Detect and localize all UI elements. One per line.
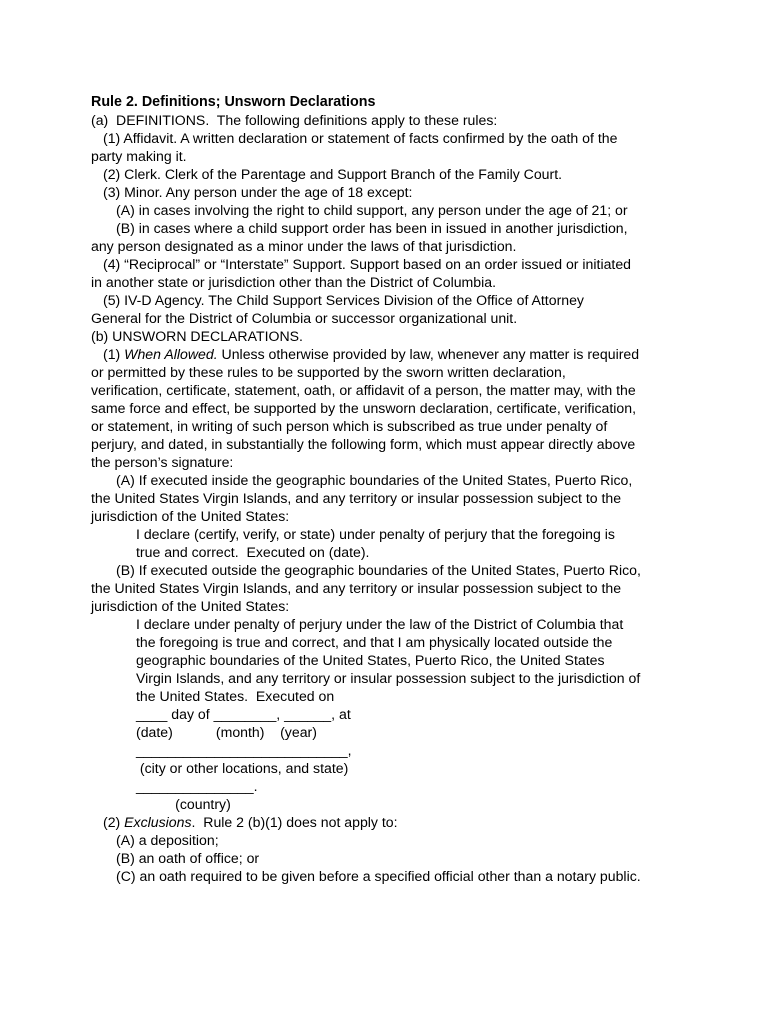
inside-us-line: the United States Virgin Islands, and any territory or insular possession subject to the [91, 490, 622, 506]
exclusions-text: . Rule 2 (b)(1) does not apply to: [191, 814, 398, 830]
inside-us-declaration: true and correct. Executed on (date). [136, 544, 370, 560]
document-page [91, 93, 701, 885]
definition-reciprocal: (4) “Reciprocal” or “Interstate” Support. Support based on an order issued or initiated [103, 256, 631, 272]
when-allowed-line: same force and effect, be supported by the unsworn declaration, certificate, verification, [91, 400, 636, 416]
unsworn-declarations-heading: (b) UNSWORN DECLARATIONS. [91, 328, 303, 344]
outside-us-declaration: the United States. Executed on [136, 688, 335, 704]
location-caption-line: (city or other locations, and state) [136, 760, 349, 776]
minor-exception-b: (B) in cases where a child support order has been in issued in another jurisdiction, [116, 220, 628, 236]
outside-us-declaration: geographic boundaries of the United States, Puerto Rico, the United States [136, 652, 605, 668]
date-caption-line: (date) (month) (year) [136, 724, 317, 740]
definition-reciprocal-cont: in another state or jurisdiction other than the District of Columbia. [91, 274, 497, 290]
definition-clerk: (2) Clerk. Clerk of the Parentage and Support Branch of the Family Court. [103, 166, 563, 182]
when-allowed-line: perjury, and dated, in substantially the following form, which must appear directly above [91, 436, 636, 452]
when-allowed-number: (1) [103, 346, 125, 362]
location-blank-line: ___________________________, [136, 742, 352, 758]
exclusion-item: (A) a deposition; [116, 832, 219, 848]
exclusion-item: (C) an oath required to be given before a specified official other than a notary public. [116, 868, 641, 884]
outside-us-line: jurisdiction of the United States: [91, 598, 290, 614]
when-allowed-line: the person’s signature: [91, 454, 234, 470]
minor-exception-b-cont: any person designated as a minor under the laws of that jurisdiction. [91, 238, 517, 254]
rule-title: Rule 2. Definitions; Unsworn Declarations [91, 94, 376, 110]
definition-affidavit-cont: party making it. [91, 148, 187, 164]
when-allowed-line: or statement, in writing of such person which is subscribed as true under penalty of [91, 418, 608, 434]
definition-ivd-agency: (5) IV-D Agency. The Child Support Services Division of the Office of Attorney [103, 292, 584, 308]
inside-us-declaration: I declare (certify, verify, or state) under penalty of perjury that the foregoing is [136, 526, 615, 542]
definition-minor: (3) Minor. Any person under the age of 18 except: [103, 184, 413, 200]
exclusions-heading: Exclusions [124, 814, 192, 830]
outside-us-declaration: I declare under penalty of perjury under the law of the District of Columbia that [136, 616, 624, 632]
when-allowed-text: Unless otherwise provided by law, whenever any matter is required [217, 346, 640, 362]
outside-us-declaration: the foregoing is true and correct, and that I am physically located outside the [136, 634, 613, 650]
outside-us-heading: (B) If executed outside the geographic boundaries of the United States, Puerto Rico, [116, 562, 641, 578]
exclusions-number: (2) [103, 814, 125, 830]
inside-us-line: jurisdiction of the United States: [91, 508, 290, 524]
country-blank-line: _______________. [136, 778, 258, 794]
when-allowed-heading: When Allowed. [124, 346, 218, 362]
definition-affidavit: (1) Affidavit. A written declaration or statement of facts confirmed by the oath of the [103, 130, 618, 146]
minor-exception-a: (A) in cases involving the right to child support, any person under the age of 21; or [116, 202, 628, 218]
definition-ivd-agency-cont: General for the District of Columbia or successor organizational unit. [91, 310, 518, 326]
exclusions-paragraph [91, 813, 701, 831]
outside-us-line: the United States Virgin Islands, and any territory or insular possession subject to the [91, 580, 622, 596]
definitions-heading: (a) DEFINITIONS. The following definitions apply to these rules: [91, 112, 498, 128]
exclusion-item: (B) an oath of office; or [116, 850, 260, 866]
outside-us-declaration: Virgin Islands, and any territory or insular possession subject to the jurisdiction of [136, 670, 641, 686]
when-allowed-paragraph [91, 345, 701, 363]
when-allowed-line: or permitted by these rules to be supported by the sworn written declaration, [91, 364, 566, 380]
country-caption-line: (country) [136, 796, 231, 812]
when-allowed-line: verification, certificate, statement, oath, or affidavit of a person, the matter may, with the [91, 382, 636, 398]
inside-us-heading: (A) If executed inside the geographic boundaries of the United States, Puerto Rico, [116, 472, 633, 488]
date-blank-line: ____ day of ________, ______, at [136, 706, 351, 722]
